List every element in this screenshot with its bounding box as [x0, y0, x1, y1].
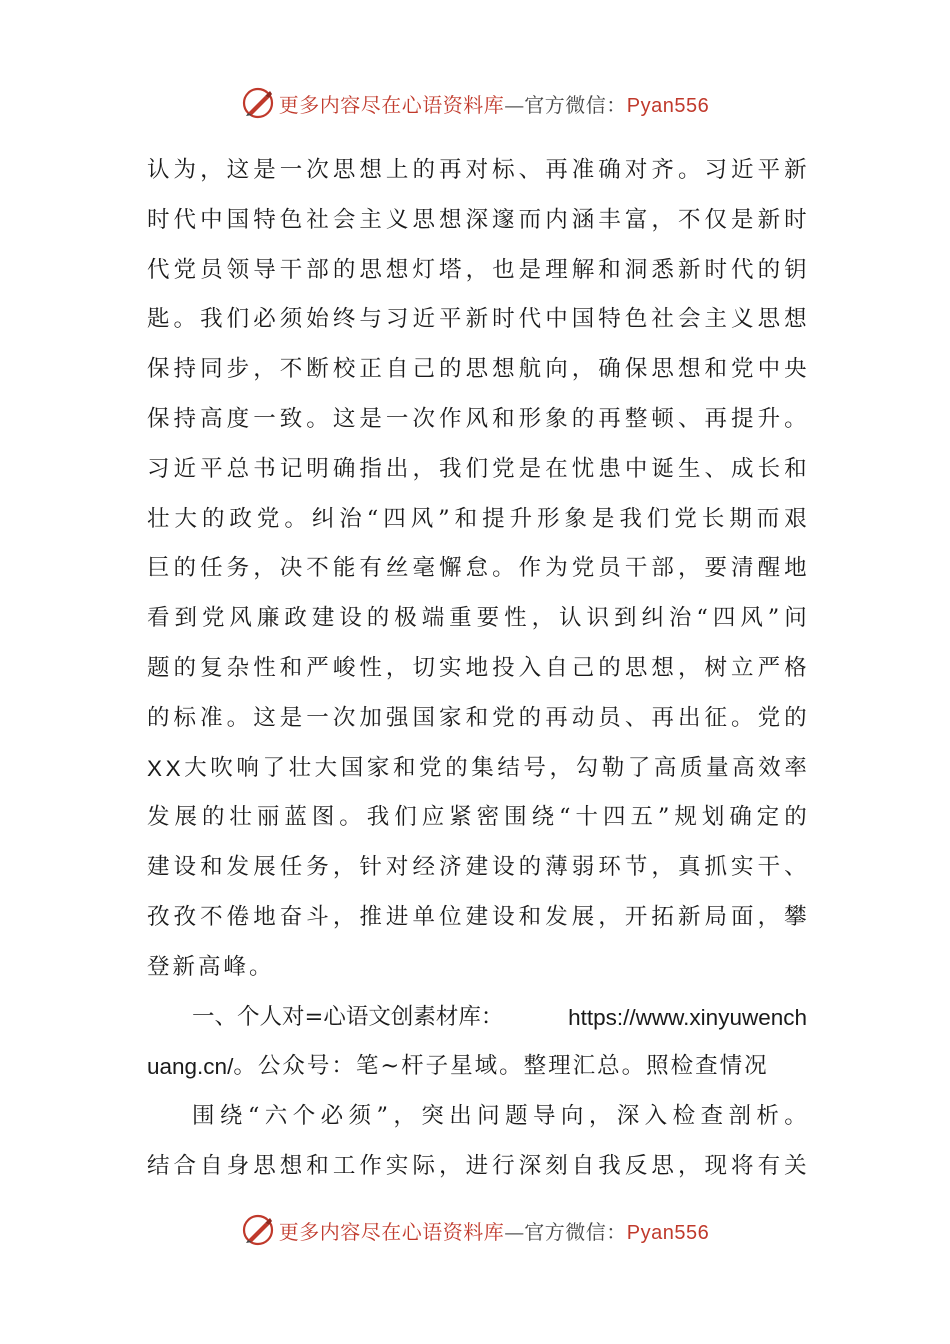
body-line: 时 代 中 国 特 色 社 会 主 义 思 想 深 邃 而 内 涵 丰 富 ， 不 仅 是 新 时: [147, 206, 807, 233]
body-line: 习 近 平 总 书 记 明 确 指 出 ， 我 们 党 是 在 忧 患 中 诞 生 、 成 长 和: [147, 455, 807, 482]
body-line: 保 持 同 步 ， 不 断 校 正 自 己 的 思 想 航 向 ， 确 保 思 想 和 党 中 央: [147, 356, 807, 383]
pen-logo-icon: [241, 1213, 275, 1247]
section-heading-lead: 一、个人对=心语文创素材库：: [192, 1003, 504, 1030]
body-line: 建 设 和 发 展 任 务 ， 针 对 经 济 建 设 的 薄 弱 环 节 ， 真 抓 实 干 、: [147, 854, 807, 881]
banner-main-text: 更多内容尽在心语资料库: [278, 1219, 505, 1244]
banner-wechat-id: Pyan556: [626, 94, 710, 117]
banner-official-label: 官方微信：: [524, 1219, 627, 1244]
banner-official-label: 官方微信：: [524, 92, 627, 117]
body-line: 题 的 复 杂 性 和 严 峻 性 ， 切 实 地 投 入 自 己 的 思 想 ， 树 立 严 格: [147, 654, 807, 681]
paragraph-line: 结 合 自 身 思 想 和 工 作 实 际 ， 进 行 深 刻 自 我 反 思 ， 现 将 有 关: [147, 1152, 807, 1179]
body-line: 代 党 员 领 导 干 部 的 思 想 灯 塔 ， 也 是 理 解 和 洞 悉 新 时 代 的 钥: [147, 256, 807, 283]
section-heading-line: [147, 993, 807, 1043]
section-heading-line: [147, 1042, 807, 1092]
banner-main-text: 更多内容尽在心语资料库: [278, 92, 505, 117]
body-line: 匙 。 我 们 必 须 始 终 与 习 近 平 新 时 代 中 国 特 色 社 会 主 义 思 想: [147, 306, 807, 333]
body-line: 认 为 ， 这 是 一 次 思 想 上 的 再 对 标 、 再 准 确 对 齐 。 习 近 平 新: [147, 157, 807, 183]
body-line: 孜 孜 不 倦 地 奋 斗 ， 推 进 单 位 建 设 和 发 展 ， 开 拓 新 局 面 ， 攀: [147, 903, 807, 930]
source-url-part1: https://www.xinyuwench: [568, 1004, 807, 1030]
body-line: 保 持 高 度 一 致 。 这 是 一 次 作 风 和 形 象 的 再 整 顿 、 再 提 升 。: [147, 405, 807, 432]
body-line: 巨 的 任 务 ， 决 不 能 有 丝 毫 懈 怠 。 作 为 党 员 干 部 ， 要 清 醒 地: [147, 555, 807, 582]
body-line: 看 到 党 风 廉 政 建 设 的 极 端 重 要 性 ， 认 识 到 纠 治 “ 四 风 ” 问: [147, 605, 807, 632]
banner-dash: —: [504, 1219, 525, 1244]
banner-wechat-id: Pyan556: [626, 1221, 710, 1244]
body-line: 的 标 准 。 这 是 一 次 加 强 国 家 和 党 的 再 动 员 、 再 出 征 。 党 的: [147, 704, 807, 731]
body-line: X X 大 吹 响 了 壮 大 国 家 和 党 的 集 结 号 ， 勾 勒 了 高 质 量 高 效 率: [147, 754, 807, 781]
paragraph-line: 围 绕 “ 六 个 必 须 ” ， 突 出 问 题 导 向 ， 深 入 检 查 剖 析 。: [192, 1103, 807, 1130]
footer-banner: [0, 1210, 950, 1250]
header-banner: [0, 83, 950, 123]
body-line: 发 展 的 壮 丽 蓝 图 。 我 们 应 紧 密 围 绕 “ 十 四 五 ” 规 划 确 定 的: [147, 804, 807, 831]
body-line: 登新高峰。: [147, 953, 275, 980]
body-line: 壮 大 的 政 党 。 纠 治 “ 四 风 ” 和 提 升 形 象 是 我 们 党 长 期 而 艰: [147, 505, 807, 532]
document-body: [147, 146, 807, 1192]
section-heading-rest: 。公众号：笔~杆子星域。整理汇总。照检查情况: [233, 1053, 769, 1080]
pen-logo-icon: [241, 86, 275, 120]
source-url-part2: uang.cn/: [147, 1054, 234, 1080]
banner-dash: —: [504, 92, 525, 117]
